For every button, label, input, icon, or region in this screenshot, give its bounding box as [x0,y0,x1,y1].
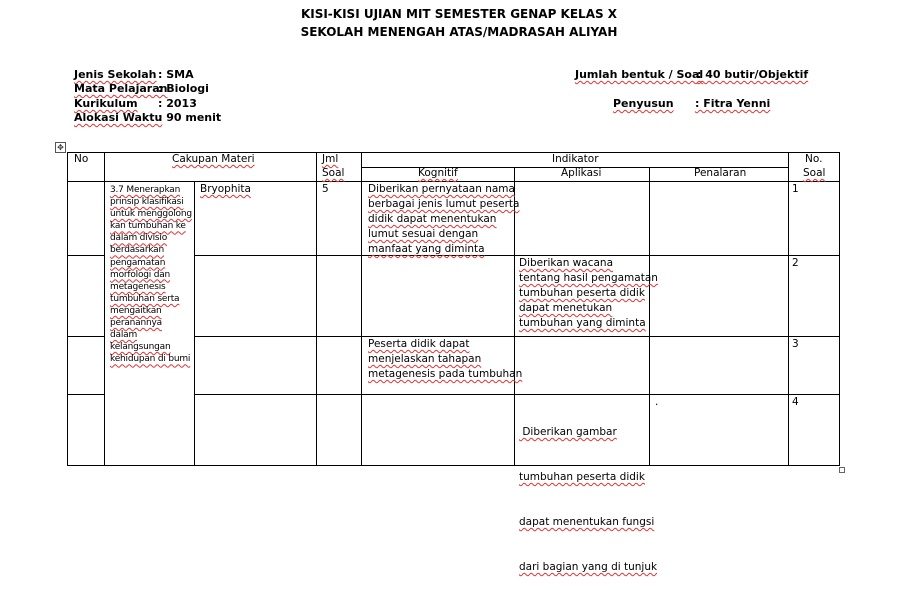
table-col-jml [316,152,317,466]
kd-line: prinsip klasifikasi [110,197,184,208]
kd-line: 3.7 Menerapkan [110,185,181,195]
penyusun-label: Penyusun [613,97,674,110]
row4-aplikasi-line: dari bagian yang di tunjuk [519,561,658,573]
alokasi-waktu-value: : 90 menit [158,111,222,124]
jenis-sekolah-value: : SMA [158,68,194,81]
kd-line: pengamatan [110,257,166,268]
row4-penalaran: . [655,396,659,408]
kd-line: metagenesis [110,281,166,292]
table-rule-row3-right [194,394,840,395]
jumlah-soal-value: : 40 butir/Objektif [697,68,809,81]
table-border-left [67,152,68,466]
kd-line: morfologi dan [110,269,171,280]
kd-line: mengaitkan [110,305,162,316]
row4-aplikasi [519,395,657,590]
table-rule-row2-left [67,336,104,337]
header-jml-soal-1: Jml [322,153,339,165]
table-border-right [839,152,840,466]
row2-no-soal: 2 [792,257,799,269]
table-move-handle-icon[interactable]: ✥ [55,142,66,153]
penyusun-value: : Fitra Yenni [695,97,771,110]
kd-line: kan tumbuhan ke [110,221,186,232]
header-indikator: Indikator [552,153,599,165]
row1-kognitif [368,182,520,257]
kurikulum-value: : 2013 [158,97,197,110]
header-aplikasi: Aplikasi [561,167,602,179]
table-border-bottom [67,465,840,466]
table-col-no-soal [788,152,789,466]
row1-no-soal: 1 [792,183,799,195]
row4-aplikasi-line: tumbuhan peserta didik [519,471,645,483]
jumlah-soal-label: Jumlah bentuk / Soal [575,68,704,81]
kurikulum-label: Kurikulum [74,97,138,110]
mata-pelajaran-value: : Biologi [158,82,209,95]
row3-kognitif-line: Peserta didik dapat [368,338,470,350]
kd-cell [110,184,192,365]
row1-kognitif-line: Diberikan pernyataan nama [368,183,515,195]
table-col-materi [194,181,195,466]
header-no-soal-1: No. [805,153,823,165]
doc-title-line2: SEKOLAH MENENGAH ATAS/MADRASAH ALIYAH [300,25,618,39]
row2-aplikasi-line: dapat menetukan [519,302,613,314]
table-col-kognitif [361,152,362,466]
table-col-no [104,152,105,466]
header-no: No [74,153,89,165]
mata-pelajaran-label: Mata Pelajaran [74,82,168,95]
row3-kognitif [368,337,522,382]
kd-line: dalam divisio [110,233,168,244]
header-cakupan-materi: Cakupan Materi [172,153,255,165]
kd-line: dalam [110,330,138,341]
doc-title-line1: KISI-KISI UJIAN MIT SEMESTER GENAP KELAS X [300,7,618,21]
row1-kognitif-line: manfaat yang diminta [368,243,485,255]
row3-no-soal: 3 [792,338,799,350]
row4-aplikasi-line: Diberikan gambar [519,426,617,438]
alokasi-waktu-label: Alokasi Waktu [74,111,163,124]
row2-aplikasi-line: Diberikan wacana [519,257,614,269]
row2-aplikasi [519,256,658,331]
header-jml-soal-2: Soal [322,167,345,179]
row1-kognitif-line: lumut sesuai dengan [368,228,479,240]
row3-kognitif-line: menjelaskan tahapan [368,353,482,365]
kd-line: kelangsungan [110,342,171,353]
row2-aplikasi-line: tentang hasil pengamatan [519,272,658,284]
materi-cell: Bryophita [200,183,251,195]
table-rule-row3-left [67,394,104,395]
kd-line: untuk menggolong [110,209,192,220]
row1-kognitif-line: berbagai jenis lumut peserta [368,198,520,210]
table-rule-row1-left [67,255,104,256]
table-resize-handle-icon[interactable] [839,467,845,473]
row3-kognitif-line: metagenesis pada tumbuhan [368,368,523,380]
header-no-soal-2: Soal [803,167,826,179]
jml-cell: 5 [322,183,329,195]
row4-no-soal: 4 [792,396,799,408]
kd-line: kehidupan di bumi [110,354,191,365]
row2-aplikasi-line: tumbuhan yang diminta [519,317,646,329]
row4-aplikasi-line: dapat menentukan fungsi [519,516,655,528]
kd-line: peranannya [110,318,162,329]
row1-kognitif-line: didik dapat menentukan [368,213,497,225]
jenis-sekolah-label: Jenis Sekolah [74,68,157,81]
header-kognitif: Kognitif [418,167,458,179]
row2-aplikasi-line: tumbuhan peserta didik [519,287,645,299]
header-penalaran: Penalaran [694,167,747,179]
kd-line: berdasarkan [110,245,164,256]
kd-line: tumbuhan serta [110,293,180,304]
